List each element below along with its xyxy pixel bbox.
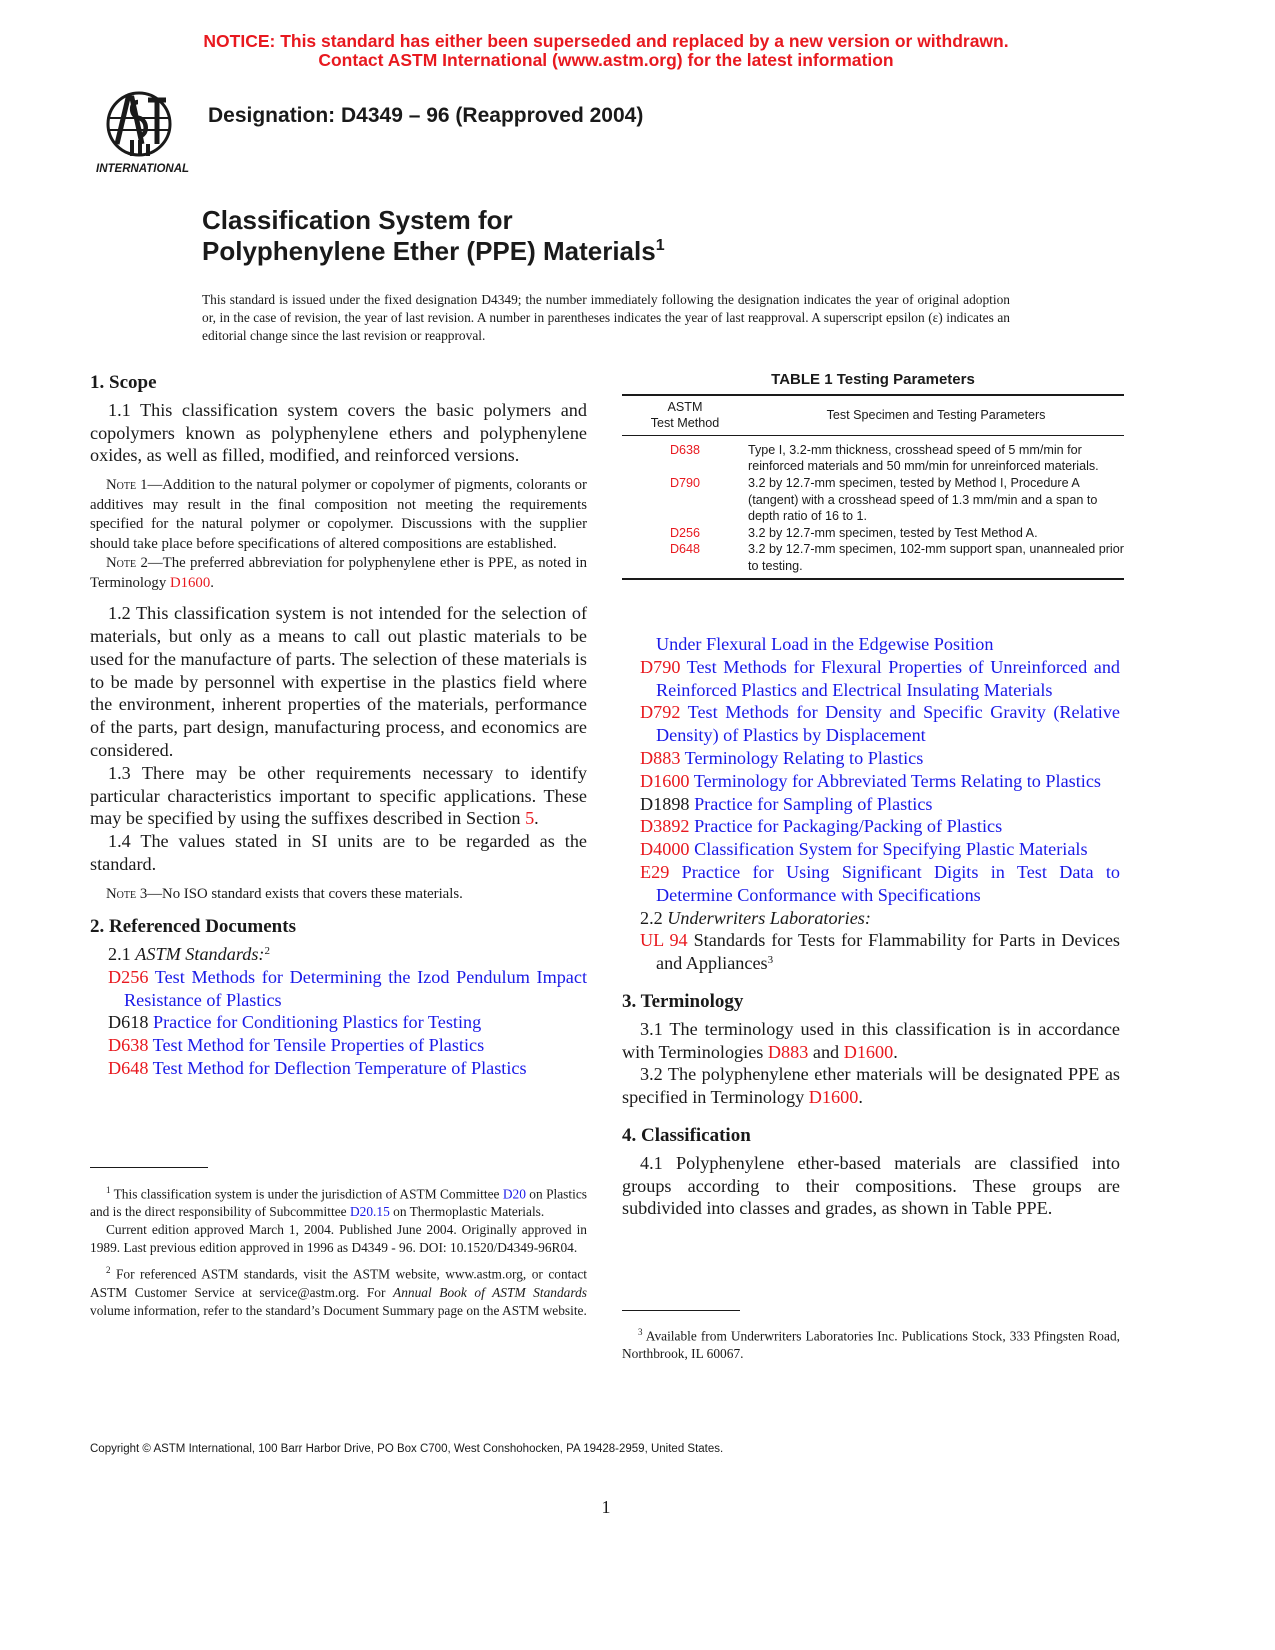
para-3-1-link-d1600[interactable]: D1600 (843, 1041, 894, 1062)
para-1-3-end: . (534, 808, 539, 829)
section-2-heading: 2. Referenced Documents (90, 916, 296, 938)
header-test-method: Test Method (650, 416, 720, 431)
ref-d1898[interactable] (640, 793, 1120, 816)
ul-ref (622, 929, 1120, 975)
ref-d618[interactable] (108, 1011, 587, 1034)
table-cell-method[interactable]: D648 (669, 542, 701, 557)
table-1-caption: TABLE 1 Testing Parameters (771, 371, 975, 388)
ref-title[interactable]: Test Methods for Flexural Properties of Unreinforced and Reinforced Plastics and Electrical Insulating Materials (656, 656, 1121, 700)
table-header-method (622, 399, 748, 432)
footnote-1-text-b: on Plastics and is the direct responsibility of Subcommittee (90, 1186, 587, 1220)
ref-code[interactable]: D1600 (640, 770, 690, 791)
table-cell-params: 3.2 by 12.7-mm specimen, 102-mm support span, unannealed prior to testing. (748, 542, 1124, 573)
para-3-2-end: . (858, 1087, 863, 1108)
footnote-1-para-2: Current edition approved March 1, 2004. Published June 2004. Originally approved in 1989. Last previous edition approved in 1996 as D4349 - 96. DOI: 10.1520/D4349-96R04. (90, 1222, 587, 1256)
table-cell-params: Type I, 3.2-mm thickness, crosshead speed of 5 mm/min for reinforced materials and 50 mm/min for unreinforced materials. (748, 442, 1099, 474)
document-title (202, 205, 665, 267)
table-cell-params: 3.2 by 12.7-mm specimen, tested by Test Method A. (748, 525, 1038, 540)
note-3-text: 3—No ISO standard exists that covers these materials. (136, 885, 463, 902)
para-3-1-text: 3.1 The terminology used in this classification is in accordance with Terminologies (622, 1018, 1120, 1062)
ref-title[interactable]: Terminology for Abbreviated Terms Relating to Plastics (693, 770, 1102, 791)
ref-continuation[interactable]: Under Flexural Load in the Edgewise Position (656, 634, 994, 654)
ref-code[interactable]: D1898 (640, 793, 690, 814)
section-5-link[interactable]: 5 (525, 808, 535, 829)
ref-d648[interactable] (108, 1057, 587, 1080)
section-4-heading: 4. Classification (622, 1124, 751, 1146)
footnote-2 (90, 1261, 587, 1319)
ref-code[interactable]: D4000 (640, 839, 690, 860)
ref-title[interactable]: Test Methods for Determining the Izod Pendulum Impact Resistance of Plastics (124, 966, 588, 1010)
ref-d4000[interactable] (640, 838, 1120, 861)
note-2-label: Note (106, 555, 137, 572)
ref-ul-94-code[interactable]: UL 94 (640, 930, 688, 951)
footnote-3 (622, 1323, 1120, 1363)
astm-logo-icon (92, 88, 192, 178)
footnote-1-link-d20[interactable]: D20 (502, 1186, 526, 1202)
ref-d638[interactable] (108, 1034, 587, 1057)
footnote-rule-left (90, 1167, 208, 1168)
ref-title[interactable]: Practice for Using Significant Digits in Test Data to Determine Conformance with Specifications (656, 861, 1121, 905)
ref-title[interactable]: Terminology Relating to Plastics (684, 747, 924, 768)
section-3-heading: 3. Terminology (622, 990, 744, 1012)
page-number: 1 (601, 1497, 611, 1517)
table-body (622, 436, 1124, 575)
subsection-2-1 (90, 943, 587, 966)
ref-title[interactable]: Practice for Packaging/Packing of Plastics (694, 816, 1003, 837)
table-row (622, 475, 1124, 525)
ref-code[interactable]: D638 (108, 1035, 149, 1056)
subsection-2-2-title: Underwriters Laboratories: (667, 907, 871, 928)
notice-line-2: Contact ASTM International (www.astm.org) for the latest information (318, 50, 894, 70)
footnote-3-marker: 3 (638, 1327, 643, 1337)
note-1-text: 1—Addition to the natural polymer or copolymer of pigments, colorants or additives may result in the final composition not meeting the requirements specified for the natural polymer or copolymer. Discussions with the supplier should take place before specifications of altered compositions are established. (90, 477, 587, 552)
ref-title[interactable]: Test Methods for Density and Specific Gravity (Relative Density) of Plastics by Displacement (656, 702, 1120, 746)
table-row (622, 442, 1124, 475)
left-footnotes (90, 1181, 587, 1320)
para-3-2 (622, 1063, 1120, 1109)
para-3-2-link-d1600[interactable]: D1600 (808, 1087, 859, 1108)
ref-code[interactable]: D883 (640, 747, 681, 768)
table-row (622, 541, 1124, 574)
table-bottom-rule (622, 578, 1124, 580)
note-3 (90, 885, 587, 905)
header-astm: ASTM (667, 399, 703, 414)
ref-e29[interactable] (640, 861, 1120, 907)
logo-international-text: INTERNATIONAL (96, 163, 190, 175)
table-row (622, 525, 1124, 542)
footnote-2-text-a: For referenced ASTM standards, visit the ASTM website, www.astm.org, or contact ASTM Customer Service at service@astm.org. For (90, 1266, 587, 1300)
ref-code[interactable]: D618 (108, 1012, 149, 1033)
para-1-3 (90, 762, 587, 830)
ref-code[interactable]: D790 (640, 656, 681, 677)
footnote-3-text: Available from Underwriters Laboratories Inc. Publications Stock, 333 Pfingsten Road, Northbrook, IL 60067. (622, 1328, 1120, 1362)
ref-ul-94-sup: 3 (767, 954, 774, 967)
para-3-1 (622, 1018, 1120, 1064)
para-1-4: 1.4 The values stated in SI units are to be regarded as the standard. (90, 831, 587, 874)
table-1 (622, 372, 1124, 580)
note-2-end: . (210, 574, 214, 591)
note-3-label: Note (106, 885, 137, 902)
ref-d883[interactable] (640, 747, 1120, 770)
para-3-1-link-d883[interactable]: D883 (767, 1041, 809, 1062)
ref-d3892[interactable] (640, 815, 1120, 838)
ref-d790[interactable] (640, 656, 1120, 702)
footnote-2-marker: 2 (106, 1265, 111, 1276)
footnote-rule-right (622, 1310, 740, 1311)
footnote-2-italic: Annual Book of ASTM Standards (393, 1284, 587, 1300)
footnote-1 (90, 1181, 587, 1221)
para-4-1: 4.1 Polyphenylene ether-based materials are classified into groups according to their compositions. These groups are subdivided into classes and grades, as shown in Table PPE. (622, 1152, 1120, 1219)
ref-code[interactable]: D648 (108, 1058, 149, 1079)
notice-line-1: NOTICE: This standard has either been superseded and replaced by a new version or withdrawn. (203, 31, 1009, 51)
note-2-link-d1600[interactable]: D1600 (169, 574, 211, 591)
title-footnote-marker: 1 (655, 237, 665, 254)
title-line-1: Classification System for (202, 205, 513, 235)
right-footnotes (622, 1323, 1120, 1363)
table-header (622, 396, 1124, 435)
left-column (90, 372, 587, 1080)
ref-d256[interactable] (108, 966, 587, 1012)
ref-title[interactable]: Test Method for Tensile Properties of Plastics (152, 1035, 485, 1056)
left-ref-list (90, 966, 587, 1080)
copyright: Copyright © ASTM International, 100 Barr Harbor Drive, PO Box C700, West Conshohocken, PA 19428-2959, United States. (90, 1443, 724, 1455)
subsection-2-2 (622, 907, 1120, 930)
ref-code[interactable]: E29 (640, 861, 670, 882)
table-cell-method[interactable]: D256 (669, 525, 701, 540)
ref-title[interactable]: Practice for Conditioning Plastics for Testing (152, 1012, 482, 1033)
table-header-params: Test Specimen and Testing Parameters (826, 407, 1046, 422)
para-1-1: 1.1 This classification system covers the basic polymers and copolymers known as polyphenylene ethers and polyphenylene oxides, as well as filled, modified, and reinforced versions. (90, 399, 587, 466)
table-cell-method[interactable]: D790 (669, 475, 701, 490)
ref-code[interactable]: D3892 (640, 816, 690, 837)
ref-title[interactable]: Test Method for Deflection Temperature of Plastics (152, 1058, 527, 1079)
footnote-1-text-a: This classification system is under the jurisdiction of ASTM Committee (110, 1186, 503, 1202)
para-1-2: 1.2 This classification system is not intended for the selection of materials, but only as a means to call out plastic materials to be used for the manufacture of parts. The selection of these materials is to be made by personnel with expertise in the plastics field where the environment, inherent properties of the materials, performance of the parts, part design, manufacturing process, and economics are considered. (90, 603, 587, 760)
ref-ul-94-title: Standards for Tests for Flammability for Parts in Devices and Appliances (656, 930, 1120, 974)
para-3-2-text: 3.2 The polyphenylene ether materials will be designated PPE as specified in Terminology (622, 1064, 1120, 1108)
ref-code[interactable]: D256 (108, 966, 149, 987)
note-1-label: Note (106, 477, 137, 494)
footnote-1-marker: 1 (106, 1185, 111, 1195)
footnote-1-text-c: on Thermoplastic Materials. (389, 1204, 545, 1220)
ref-code[interactable]: D792 (640, 702, 681, 723)
para-3-1-and: and (808, 1041, 844, 1062)
ref-title[interactable]: Classification System for Specifying Plastic Materials (694, 839, 1088, 860)
subsection-2-1-sup: 2 (264, 945, 270, 958)
para-3-1-end: . (893, 1041, 898, 1062)
ref-title[interactable]: Practice for Sampling of Plastics (694, 793, 933, 814)
section-1-heading: 1. Scope (90, 372, 157, 393)
note-2 (90, 554, 587, 593)
title-line-2: Polyphenylene Ether (PPE) Materials (202, 236, 656, 266)
note-2-text: 2—The preferred abbreviation for polyphenylene ether is PPE, as noted in Terminology (90, 555, 587, 591)
designation: Designation: D4349 – 96 (Reapproved 2004) (208, 104, 644, 127)
ref-ul-94[interactable] (640, 929, 1120, 975)
right-column (622, 633, 1120, 1220)
issue-note: This standard is issued under the fixed designation D4349; the number immediately following the designation indicates the year of original adoption or, in the case of revision, the year of last revision. A number in parentheses indicates the year of last reapproval. A superscript epsilon (ε) indicates an editorial change since the last revision or reapproval. (202, 292, 1010, 343)
para-1-3-text: 1.3 There may be other requirements necessary to identify particular characteristics important to specific applications. These may be specified by using the suffixes described in Section (90, 762, 587, 829)
subsection-2-1-num: 2.1 (108, 944, 136, 965)
notice-banner (0, 32, 1212, 70)
subsection-2-2-num: 2.2 (640, 907, 668, 928)
ref-d1600[interactable] (640, 770, 1120, 793)
ref-d792[interactable] (640, 701, 1120, 747)
note-1 (90, 476, 587, 554)
astm-logo (92, 88, 192, 178)
right-ref-list (622, 656, 1120, 907)
footnote-2-text-b: volume information, refer to the standard’s Document Summary page on the ASTM website. (90, 1302, 587, 1318)
subsection-2-1-title: ASTM Standards: (135, 944, 265, 965)
table-cell-method[interactable]: D638 (669, 442, 701, 457)
table-cell-params: 3.2 by 12.7-mm specimen, tested by Method I, Procedure A (tangent) with a crosshead speed of 1.3 mm/min and a span to depth ratio of 16 to 1. (748, 475, 1098, 524)
footnote-1-link-d20-15[interactable]: D20.15 (349, 1204, 390, 1220)
